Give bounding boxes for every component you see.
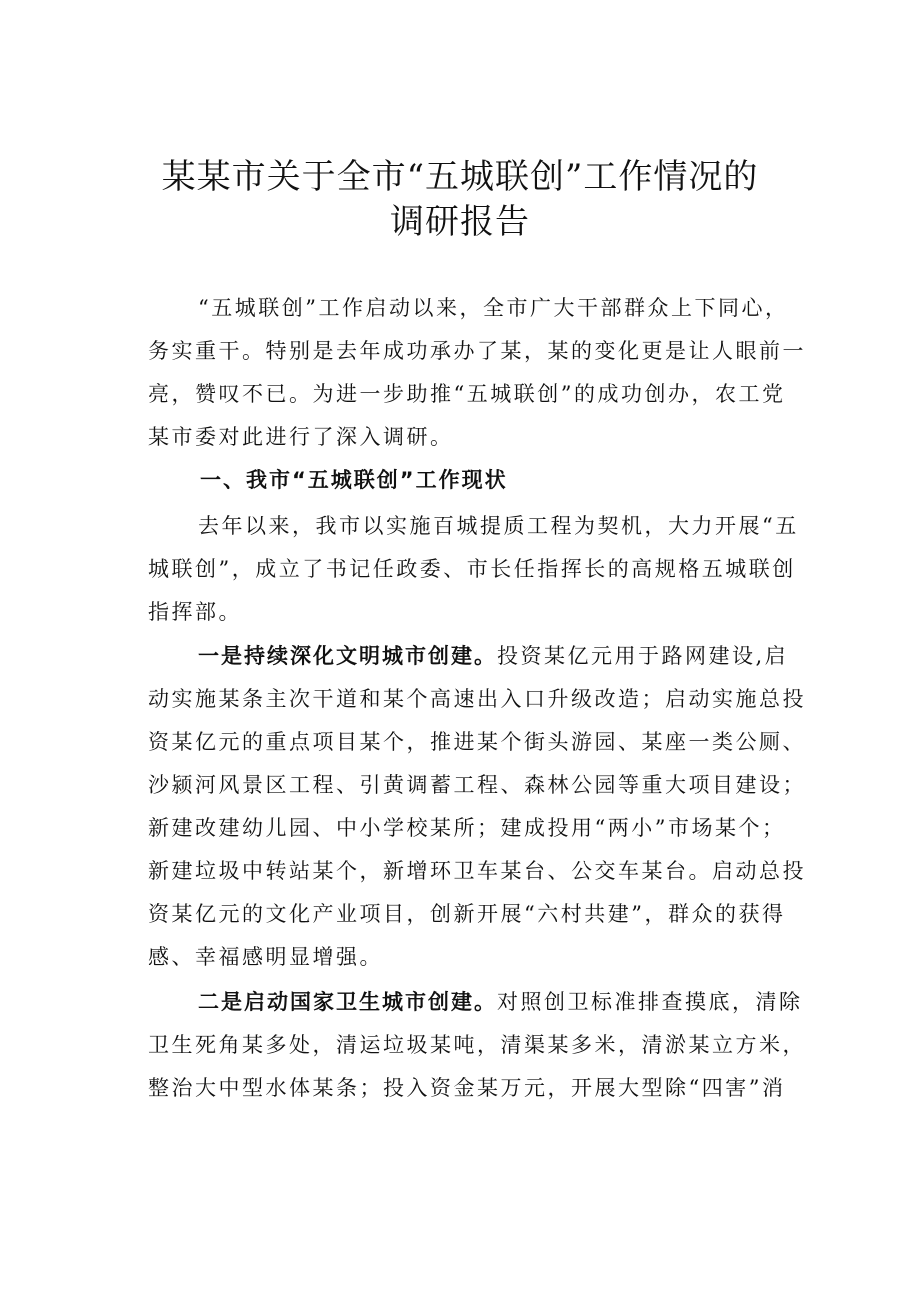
- item1-line: 感、幸福感明显增强。: [148, 945, 383, 969]
- section-para-line: 城联创”，成立了书记任政委、市长任指挥长的高规格五城联创: [148, 557, 796, 581]
- intro-line: “五城联创”工作启动以来，全市广大干部群众上下同心，: [198, 296, 789, 320]
- item1-lead: 一是持续深化文明城市创建。: [198, 644, 497, 668]
- item2-first-line: [198, 986, 803, 1016]
- intro-line: 亮，赞叹不已。为进一步助推“五城联创”的成功创办，农工党: [148, 382, 786, 406]
- item1-line: 动实施某条主次干道和某个高速出入口升级改造；启动实施总投: [148, 687, 806, 711]
- document-title-line-2: 调研报告: [390, 202, 530, 242]
- item2-line: 整治大中型水体某条；投入资金某万元，开展大型除“四害”消: [148, 1076, 786, 1100]
- section-para-line: 去年以来，我市以实施百城提质工程为契机，大力开展“五: [198, 514, 799, 538]
- item1-first-line: [198, 640, 788, 670]
- item1-line: 新建垃圾中转站某个，新增环卫车某台、公交车某台。启动总投: [148, 859, 806, 883]
- document-title-line-1: 某某市关于全市“五城联创”工作情况的: [161, 157, 759, 197]
- intro-line: 某市委对此进行了深入调研。: [148, 425, 454, 449]
- item1-line: 新建改建幼儿园、中小学校某所；建成投用“两小”市场某个；: [148, 816, 786, 840]
- section-heading: 一、我市“五城联创”工作现状: [200, 468, 508, 492]
- section-para-line: 指挥部。: [148, 600, 242, 624]
- item1-line: 资某亿元的文化产业项目，创新开展“六村共建”，群众的获得: [148, 902, 786, 926]
- item1-line: 资某亿元的重点项目某个，推进某个街头游园、某座一类公厕、: [148, 730, 806, 754]
- item1-line: 沙颍河风景区工程、引黄调蓄工程、森林公园等重大项目建设；: [148, 773, 806, 797]
- item2-lead: 二是启动国家卫生城市创建。: [198, 990, 497, 1014]
- intro-line: 务实重干。特别是去年成功承办了某，某的变化更是让人眼前一: [148, 339, 806, 363]
- item1-first-rest: 投资某亿元用于路网建设,启: [497, 644, 789, 668]
- item2-first-rest: 对照创卫标准排查摸底，清除: [497, 990, 803, 1014]
- item2-line: 卫生死角某多处，清运垃圾某吨，清渠某多米，清淤某立方米，: [148, 1033, 806, 1057]
